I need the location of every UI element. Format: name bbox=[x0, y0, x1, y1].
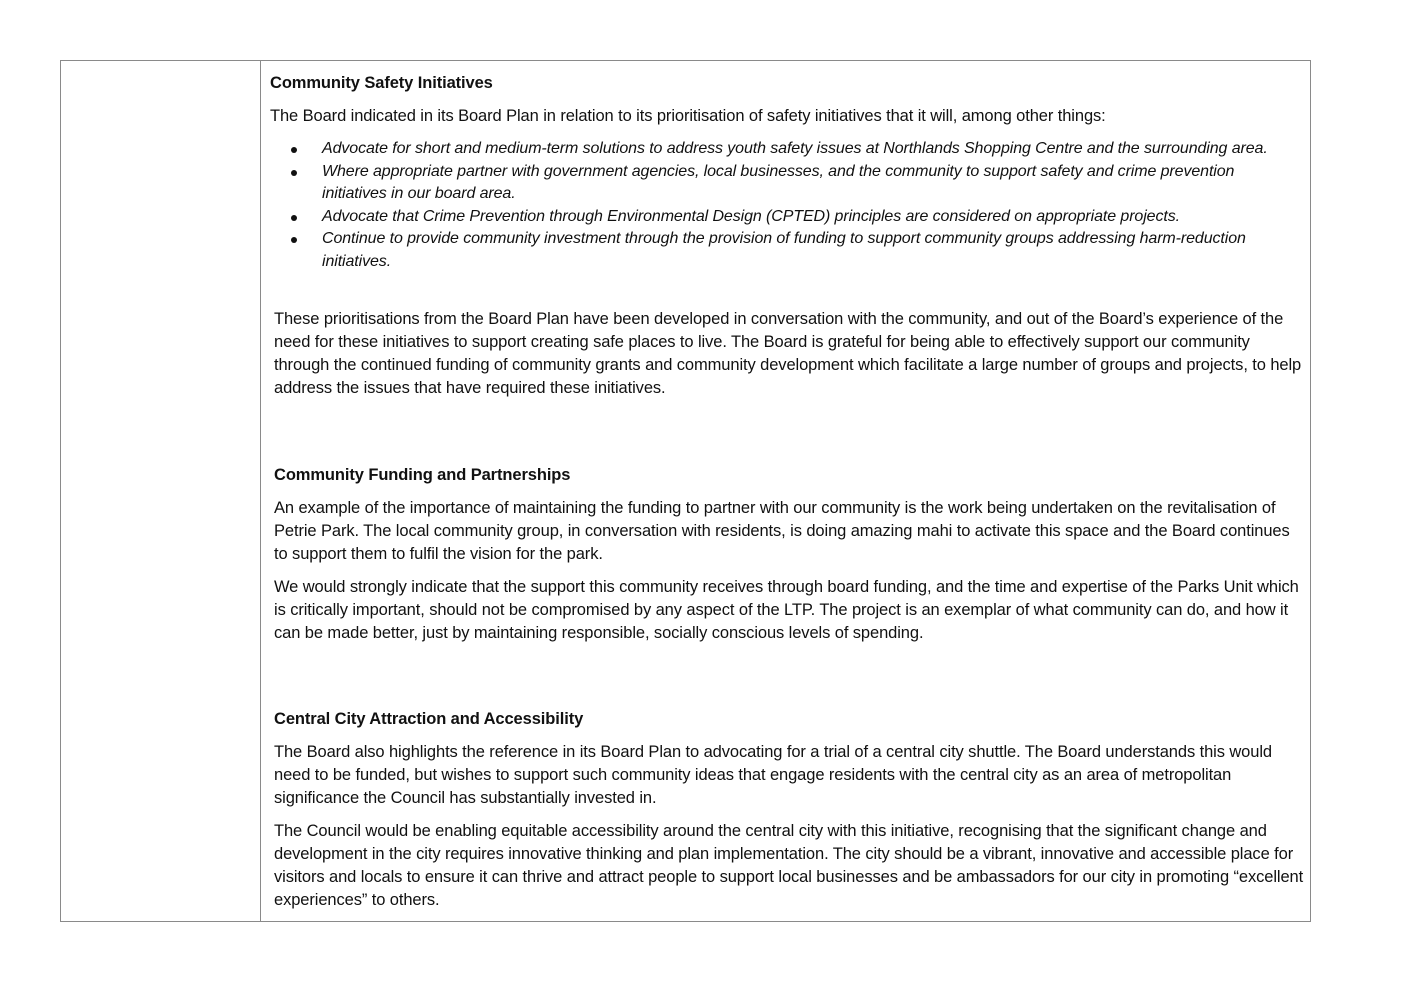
funding-paragraph-2: We would strongly indicate that the support this community receives through board funding, and the time and expertise of the Parks Unit which is critically important, should not be compromised by any aspect of the LTP. The project is an exemplar of what community can do, and how it can be made better, just by maintaining responsible, socially conscious levels of spending. bbox=[274, 578, 1299, 642]
safety-bullet-list bbox=[291, 138, 1291, 273]
table-left-cell bbox=[61, 61, 261, 921]
list-item: Continue to provide community investment through the provision of funding to support community groups addressing harm-reduction initiatives. bbox=[291, 228, 1291, 273]
submission-table bbox=[60, 60, 1311, 922]
list-item: Advocate for short and medium-term solutions to address youth safety issues at Northlands Shopping Centre and the surrounding area. bbox=[291, 138, 1291, 161]
safety-paragraph: These prioritisations from the Board Plan have been developed in conversation with the community, and out of the Board’s experience of the need for these initiatives to support creating safe places to live. The Board is grateful for being able to effectively support our community through the continued funding of community grants and community development which facilitate a large number of groups and projects, to help address the issues that have required these initiatives. bbox=[274, 310, 1302, 397]
central-city-paragraph-2: The Council would be enabling equitable accessibility around the central city with this initiative, recognising that the significant change and development in the city requires innovative thinking and plan implementation. The city should be a vibrant, innovative and accessible place for visitors and locals to ensure it can thrive and attract people to support local businesses and be ambassadors for our city in promoting “excellent experiences” to others. bbox=[274, 822, 1304, 909]
bullet-icon bbox=[291, 147, 297, 153]
bullet-icon bbox=[291, 170, 297, 176]
section-heading-central-city: Central City Attraction and Accessibility bbox=[274, 710, 584, 728]
list-item: Advocate that Crime Prevention through Environmental Design (CPTED) principles are considered on appropriate projects. bbox=[291, 206, 1291, 229]
funding-paragraph-1: An example of the importance of maintaining the funding to partner with our community is the work being undertaken on the revitalisation of Petrie Park. The local community group, in conversation with residents, is doing amazing mahi to activate this space and the Board continues to support them to fulfil the vision for the park. bbox=[274, 499, 1290, 563]
section-heading-funding: Community Funding and Partnerships bbox=[274, 466, 571, 484]
bullet-icon bbox=[291, 215, 297, 221]
safety-intro: The Board indicated in its Board Plan in relation to its prioritisation of safety initiatives that it will, among other things: bbox=[270, 107, 1106, 125]
list-item: Where appropriate partner with government agencies, local businesses, and the community to support safety and crime prevention initiatives in our board area. bbox=[291, 161, 1291, 206]
table-content-cell bbox=[261, 61, 1310, 921]
bullet-icon bbox=[291, 237, 297, 243]
central-city-paragraph-1: The Board also highlights the reference in its Board Plan to advocating for a trial of a central city shuttle. The Board understands this would need to be funded, but wishes to support such community ideas that engage residents with the central city as an area of metropolitan significance the Council has substantially invested in. bbox=[274, 743, 1272, 807]
section-heading-safety: Community Safety Initiatives bbox=[270, 74, 493, 92]
